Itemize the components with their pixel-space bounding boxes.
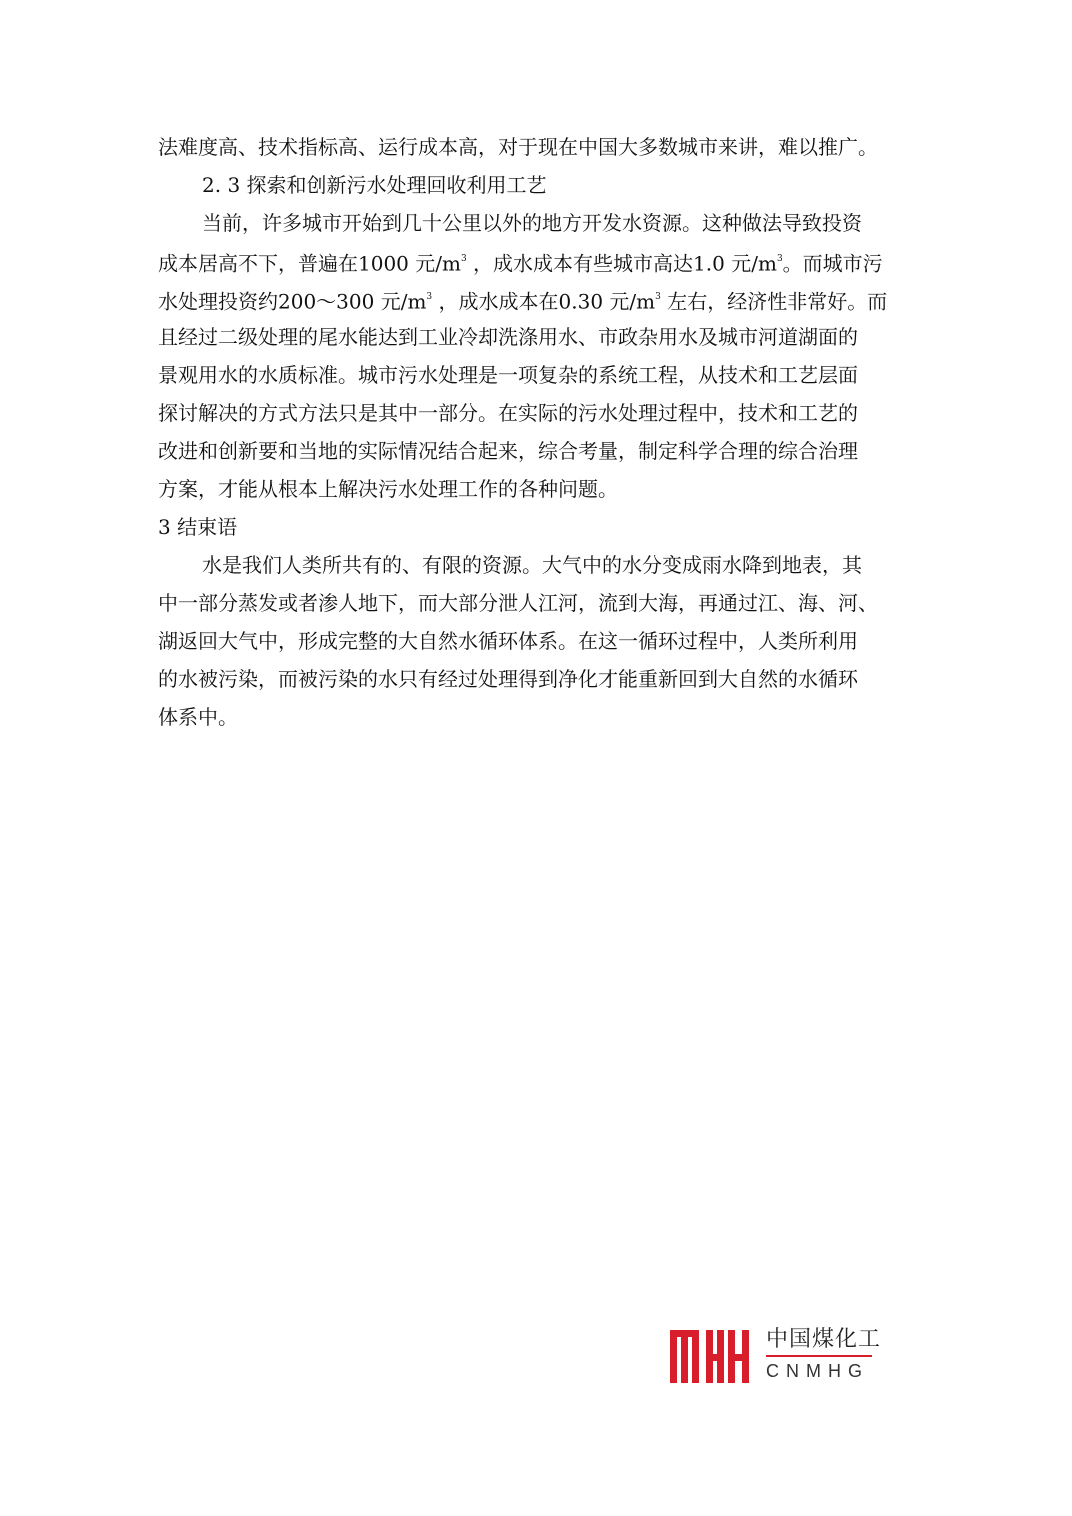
- logo-chinese-text: 中国煤化工: [766, 1326, 882, 1351]
- paragraph-line: 湖返回大气中，形成完整的大自然水循环体系。在这一循环过程中，人类所利用: [158, 629, 858, 653]
- paragraph-line: 法难度高、技术指标高、运行成本高，对于现在中国大多数城市来讲，难以推广。: [158, 135, 878, 159]
- text-run: 成本居高不下，普遍在1000 元/m: [158, 251, 461, 276]
- paragraph-line: 景观用水的水质标准。城市污水处理是一项复杂的系统工程，从技术和工艺层面: [158, 363, 858, 387]
- paragraph-line: 探讨解决的方式方法只是其中一部分。在实际的污水处理过程中，技术和工艺的: [158, 401, 858, 425]
- logo-divider: [766, 1355, 872, 1357]
- paragraph-line: 改进和创新要和当地的实际情况结合起来，综合考量，制定科学合理的综合治理: [158, 439, 858, 463]
- paragraph-line: [158, 242, 913, 280]
- superscript: 3: [426, 292, 433, 302]
- text-run: ，成水成本在0.30 元/m: [432, 289, 656, 314]
- paragraph-line: 方案，才能从根本上解决污水处理工作的各种问题。: [158, 477, 618, 501]
- paragraph-line: 中一部分蒸发或者渗人地下，而大部分泄人江河，流到大海，再通过江、海、河、: [158, 591, 878, 615]
- superscript: 3: [655, 292, 661, 302]
- paragraph-line: 且经过二级处理的尾水能达到工业冷却洗涤用水、市政杂用水及城市河道湖面的: [158, 325, 858, 349]
- text-run: ，成水成本有些城市高达1.0 元/m: [466, 251, 777, 276]
- cnmhg-logo-mark-icon: [668, 1327, 758, 1385]
- text-run: 水处理投资约200～300 元/m: [158, 289, 427, 314]
- paragraph-line: 当前，许多城市开始到几十公里以外的地方开发水资源。这种做法导致投资: [202, 211, 862, 235]
- paragraph-line: 的水被污染，而被污染的水只有经过处理得到净化才能重新回到大自然的水循环: [158, 667, 858, 691]
- cnmhg-logo: [668, 1325, 882, 1387]
- paragraph-line: 水是我们人类所共有的、有限的资源。大气中的水分变成雨水降到地表，其: [202, 553, 862, 577]
- paragraph-line: [158, 280, 913, 318]
- text-run: 。而城市污: [782, 251, 883, 276]
- paragraph-line: 体系中。: [158, 705, 238, 729]
- logo-english-text: CNMHG: [766, 1361, 869, 1381]
- document-body: [158, 128, 913, 736]
- section-heading-2-3: 2. 3 探索和创新污水处理回收利用工艺: [202, 173, 547, 197]
- superscript: 3: [776, 254, 783, 264]
- superscript: 3: [460, 254, 467, 264]
- text-run: 左右，经济性非常好。而: [660, 289, 888, 314]
- section-heading-3: 3 结束语: [158, 515, 238, 539]
